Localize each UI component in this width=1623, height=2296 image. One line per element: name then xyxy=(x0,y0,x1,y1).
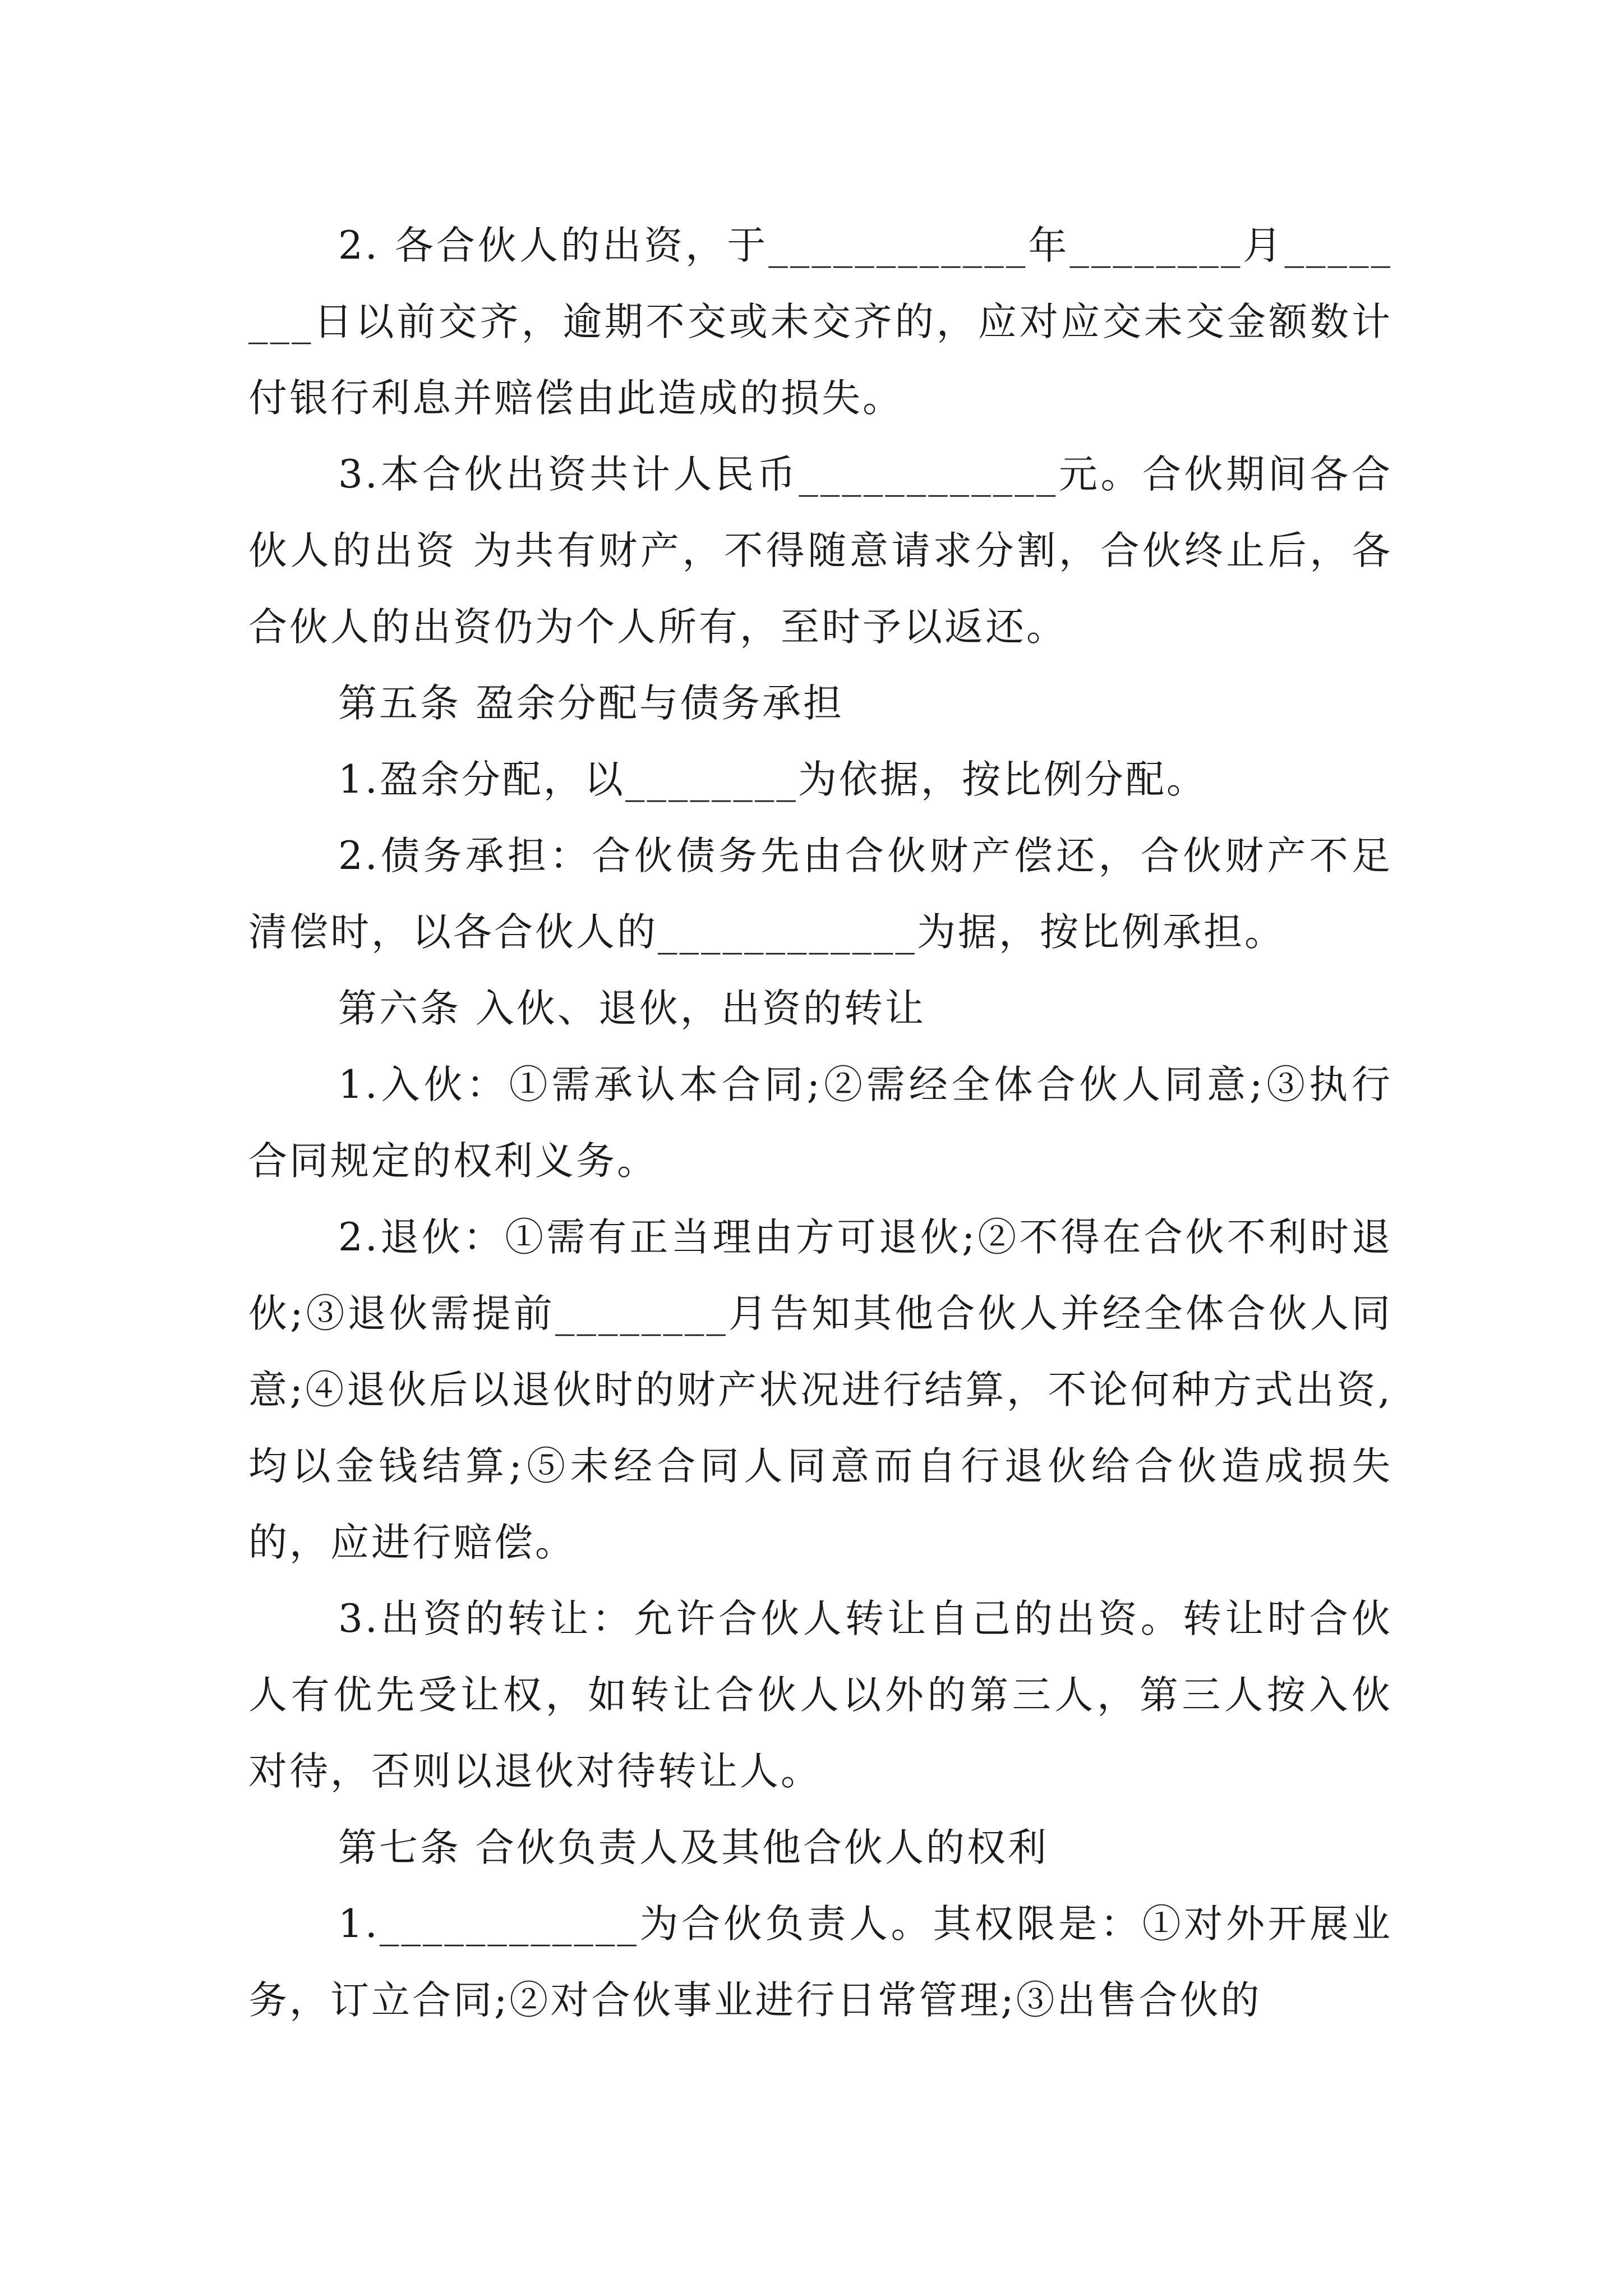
paragraph-text: 1.盈余分配，以________为依据，按比例分配。 xyxy=(338,757,1207,802)
heading-article-7 xyxy=(248,1810,1393,1886)
paragraph-transfer xyxy=(248,1581,1393,1810)
paragraph-partner-in-charge xyxy=(248,1886,1393,2039)
paragraph-text: 2.债务承担：合伙债务先由合伙财产偿还，合伙财产不足清偿时，以各合伙人的____________为据，按比例承担。 xyxy=(248,834,1393,955)
heading-article-6 xyxy=(248,970,1393,1047)
paragraph-text: 2. 各合伙人的出资，于____________年________月________日以前交齐，逾期不交或未交齐的，应对应交未交金额数计付银行利息并赔偿由此造成的损失。 xyxy=(248,223,1393,421)
paragraph-total-contribution xyxy=(248,436,1393,665)
paragraph-text: 1.入伙：①需承认本合同;②需经全体合伙人同意;③执行合同规定的权利义务。 xyxy=(248,1062,1393,1184)
paragraph-withdrawal xyxy=(248,1199,1393,1581)
paragraph-text: 3.出资的转让：允许合伙人转让自己的出资。转让时合伙人有优先受让权，如转让合伙人以外的第三人，第三人按入伙对待，否则以退伙对待转让人。 xyxy=(248,1596,1393,1794)
paragraph-debt-bearing xyxy=(248,818,1393,970)
heading-text: 第六条 入伙、退伙，出资的转让 xyxy=(338,986,926,1031)
paragraph-text: 3.本合伙出资共计人民币____________元。合伙期间各合伙人的出资 为共有财产，不得随意请求分割，合伙终止后，各合伙人的出资仍为个人所有，至时予以返还。 xyxy=(248,452,1393,650)
paragraph-joining xyxy=(248,1047,1393,1199)
paragraph-profit-distribution xyxy=(248,742,1393,818)
paragraph-text: 1.____________为合伙负责人。其权限是：①对外开展业务，订立合同;②对合伙事业进行日常管理;③出售合伙的 xyxy=(248,1902,1393,2023)
heading-article-5 xyxy=(248,665,1393,742)
heading-text: 第五条 盈余分配与债务承担 xyxy=(338,681,844,726)
paragraph-text: 2.退伙：①需有正当理由方可退伙;②不得在合伙不利时退伙;③退伙需提前________月告知其他合伙人并经全体合伙人同意;④退伙后以退伙时的财产状况进行结算，不论何种方式出资,均以金钱结算;⑤未经合同人同意而自行退伙给合伙造成损失的，应进行赔偿。 xyxy=(248,1215,1393,1565)
heading-text: 第七条 合伙负责人及其他合伙人的权利 xyxy=(338,1825,1049,1870)
paragraph-contribution-deadline xyxy=(248,208,1393,436)
